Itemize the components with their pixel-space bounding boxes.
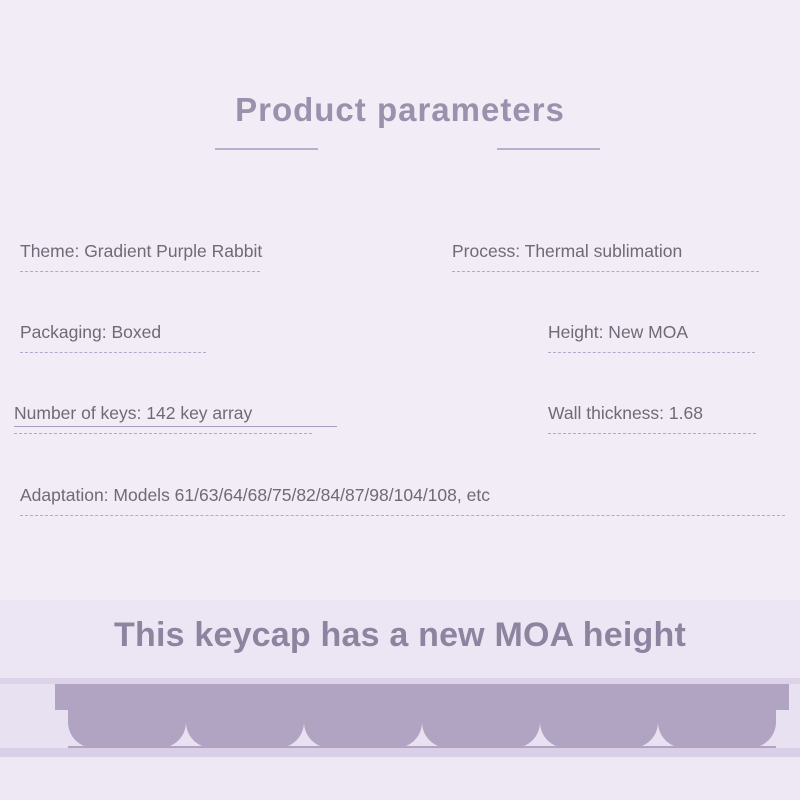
title-underline-left bbox=[215, 148, 318, 150]
parameter-theme-text: Theme: Gradient Purple Rabbit bbox=[20, 241, 263, 261]
keycap bbox=[422, 684, 540, 748]
keycap bbox=[658, 684, 776, 748]
page-title: Product parameters bbox=[235, 91, 565, 128]
parameter-number-of-keys-text: Number of keys: 142 key array bbox=[14, 403, 253, 423]
keyboard-plate-bottom bbox=[0, 757, 800, 800]
title-underline-right bbox=[497, 148, 600, 150]
parameter-number-of-keys-divider bbox=[14, 433, 312, 434]
title-decorative-underlines bbox=[0, 148, 800, 152]
parameter-height bbox=[548, 321, 755, 353]
parameter-wall-thickness bbox=[548, 402, 756, 434]
parameter-height-text: Height: New MOA bbox=[548, 322, 689, 342]
keycap bbox=[304, 684, 422, 748]
parameter-packaging-divider bbox=[20, 352, 206, 353]
parameter-process-text: Process: Thermal sublimation bbox=[452, 241, 683, 261]
parameter-adaptation bbox=[20, 484, 785, 516]
keycap bbox=[186, 684, 304, 748]
title-block bbox=[0, 92, 800, 128]
parameter-height-divider bbox=[548, 352, 755, 353]
parameter-theme-divider bbox=[20, 271, 260, 272]
parameter-number-of-keys-underline bbox=[14, 426, 337, 427]
parameter-wall-thickness-divider bbox=[548, 433, 756, 434]
parameter-packaging-text: Packaging: Boxed bbox=[20, 322, 162, 342]
keycap bbox=[68, 684, 186, 748]
parameter-adaptation-text: Adaptation: Models 61/63/64/68/75/82/84/87/98/104/108, etc bbox=[20, 485, 490, 505]
keyboard-plate-lower bbox=[0, 748, 800, 757]
parameter-adaptation-divider bbox=[20, 515, 785, 516]
parameter-process-divider bbox=[452, 271, 759, 272]
keycap-row bbox=[0, 684, 800, 748]
parameter-wall-thickness-text: Wall thickness: 1.68 bbox=[548, 403, 703, 423]
parameter-process bbox=[452, 240, 759, 272]
moa-height-banner bbox=[0, 600, 800, 800]
parameter-theme bbox=[20, 240, 263, 272]
banner-headline: This keycap has a new MOA height bbox=[114, 616, 686, 654]
keycap bbox=[540, 684, 658, 748]
parameter-number-of-keys bbox=[14, 402, 312, 434]
parameter-packaging bbox=[20, 321, 206, 353]
